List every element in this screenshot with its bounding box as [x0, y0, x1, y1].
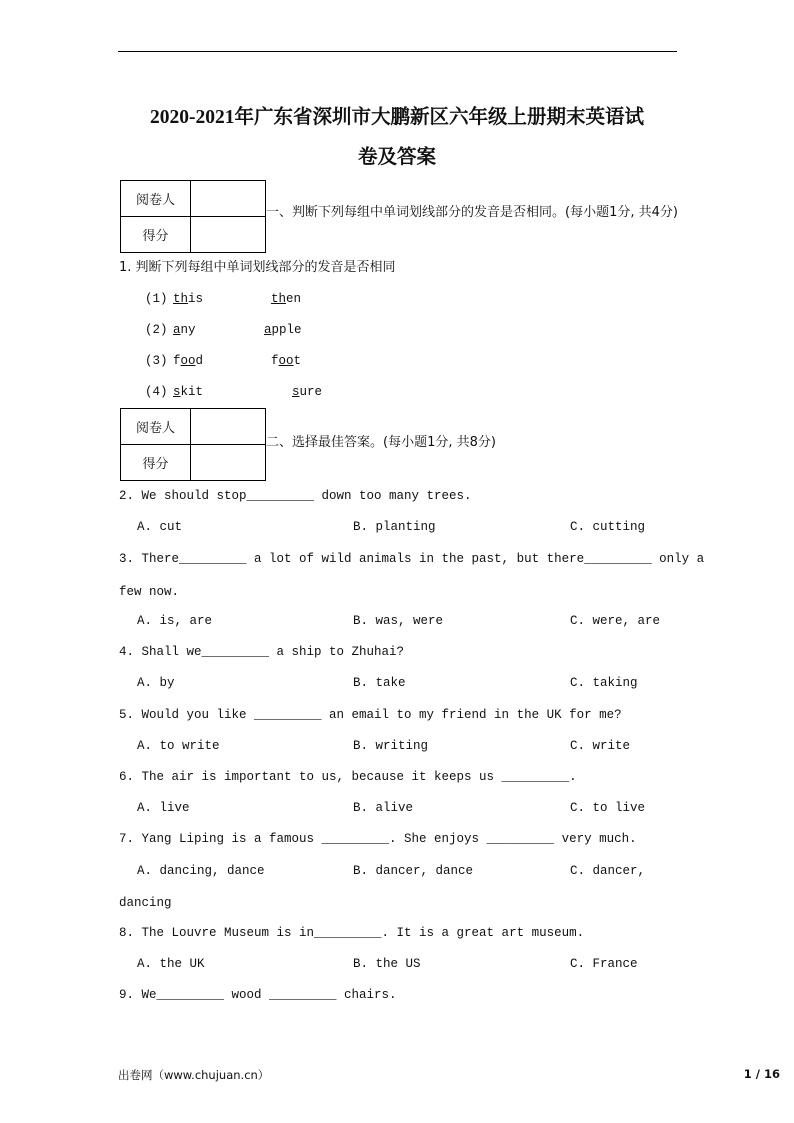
- page-number: 1 / 16: [743, 1067, 780, 1081]
- option-c[interactable]: C. France: [570, 957, 638, 971]
- footer-source: 出卷网（www.chujuan.cn）: [118, 1068, 270, 1082]
- grade-table-1: [120, 180, 266, 253]
- option-c[interactable]: C. cutting: [570, 520, 646, 534]
- underlined-part: s: [173, 385, 181, 399]
- word-part: pple: [271, 323, 302, 337]
- doc-title-line1: 2020-2021年广东省深圳市大鹏新区六年级上册期末英语试: [150, 107, 644, 128]
- word-1: [173, 291, 203, 307]
- grade-table-2: [120, 408, 266, 481]
- word-part: f: [271, 354, 279, 368]
- score-cell[interactable]: [191, 445, 266, 481]
- option-c[interactable]: C. to live: [570, 801, 646, 815]
- question-7: 7. Yang Liping is a famous _________. She enjoys _________ very much.: [119, 832, 637, 846]
- option-c[interactable]: C. taking: [570, 676, 638, 690]
- underlined-part: oo: [278, 354, 294, 368]
- option-c[interactable]: C. write: [570, 739, 631, 753]
- question-6: 6. The air is important to us, because it keeps us _________.: [119, 770, 577, 784]
- option-a[interactable]: A. dancing, dance: [137, 864, 265, 878]
- option-b[interactable]: B. the US: [353, 957, 421, 971]
- reviewer-cell[interactable]: [191, 409, 266, 445]
- reviewer-label: 阅卷人: [121, 409, 191, 445]
- underlined-part: a: [264, 323, 272, 337]
- word-part: f: [173, 354, 181, 368]
- question-continuation: few now.: [119, 585, 180, 599]
- word-part: ure: [299, 385, 323, 399]
- item-label: (2): [145, 323, 168, 337]
- underlined-part: th: [271, 292, 287, 306]
- word-2: [271, 353, 301, 369]
- word-part: t: [293, 354, 302, 368]
- option-a[interactable]: A. live: [137, 801, 190, 815]
- reviewer-label: 阅卷人: [121, 181, 191, 217]
- section1-heading: 一、判断下列每组中单词划线部分的发音是否相同。(每小题1分, 共4分): [266, 205, 678, 220]
- option-continuation: dancing: [119, 896, 172, 910]
- item-label: (1): [145, 292, 168, 306]
- option-a[interactable]: A. is, are: [137, 614, 213, 628]
- option-a[interactable]: A. by: [137, 676, 175, 690]
- underlined-part: a: [173, 323, 181, 337]
- section2-heading: 二、选择最佳答案。(每小题1分, 共8分): [266, 435, 496, 450]
- word-part: ny: [180, 323, 196, 337]
- option-c[interactable]: C. were, are: [570, 614, 661, 628]
- option-a[interactable]: A. the UK: [137, 957, 205, 971]
- header-rule: [118, 51, 677, 52]
- underlined-part: th: [173, 292, 189, 306]
- question-3: 3. There_________ a lot of wild animals in the past, but there_________ only a: [119, 552, 705, 566]
- word-part: is: [188, 292, 204, 306]
- option-c[interactable]: C. dancer,: [570, 864, 646, 878]
- option-b[interactable]: B. take: [353, 676, 406, 690]
- option-b[interactable]: B. alive: [353, 801, 414, 815]
- question-1: 1. 判断下列每组中单词划线部分的发音是否相同: [119, 260, 396, 275]
- underlined-part: s: [292, 385, 300, 399]
- word-1: [173, 322, 196, 338]
- option-b[interactable]: B. planting: [353, 520, 436, 534]
- option-b[interactable]: B. dancer, dance: [353, 864, 474, 878]
- option-a[interactable]: A. to write: [137, 739, 220, 753]
- question-8: 8. The Louvre Museum is in_________. It is a great art museum.: [119, 926, 585, 940]
- question-2: 2. We should stop_________ down too many trees.: [119, 489, 472, 503]
- word-1: [173, 384, 203, 400]
- word-2: [271, 291, 301, 307]
- word-part: kit: [180, 385, 204, 399]
- score-cell[interactable]: [191, 217, 266, 253]
- score-label: 得分: [121, 445, 191, 481]
- doc-title-line2: 卷及答案: [357, 147, 436, 168]
- reviewer-cell[interactable]: [191, 181, 266, 217]
- word-2: [264, 322, 302, 338]
- word-part: en: [286, 292, 302, 306]
- question-5: 5. Would you like _________ an email to my friend in the UK for me?: [119, 708, 622, 722]
- word-part: d: [195, 354, 204, 368]
- score-label: 得分: [121, 217, 191, 253]
- underlined-part: oo: [180, 354, 196, 368]
- option-a[interactable]: A. cut: [137, 520, 183, 534]
- item-label: (3): [145, 354, 168, 368]
- option-b[interactable]: B. writing: [353, 739, 429, 753]
- word-2: [292, 384, 322, 400]
- option-b[interactable]: B. was, were: [353, 614, 444, 628]
- word-1: [173, 353, 203, 369]
- item-label: (4): [145, 385, 168, 399]
- question-4: 4. Shall we_________ a ship to Zhuhai?: [119, 645, 405, 659]
- question-9: 9. We_________ wood _________ chairs.: [119, 988, 397, 1002]
